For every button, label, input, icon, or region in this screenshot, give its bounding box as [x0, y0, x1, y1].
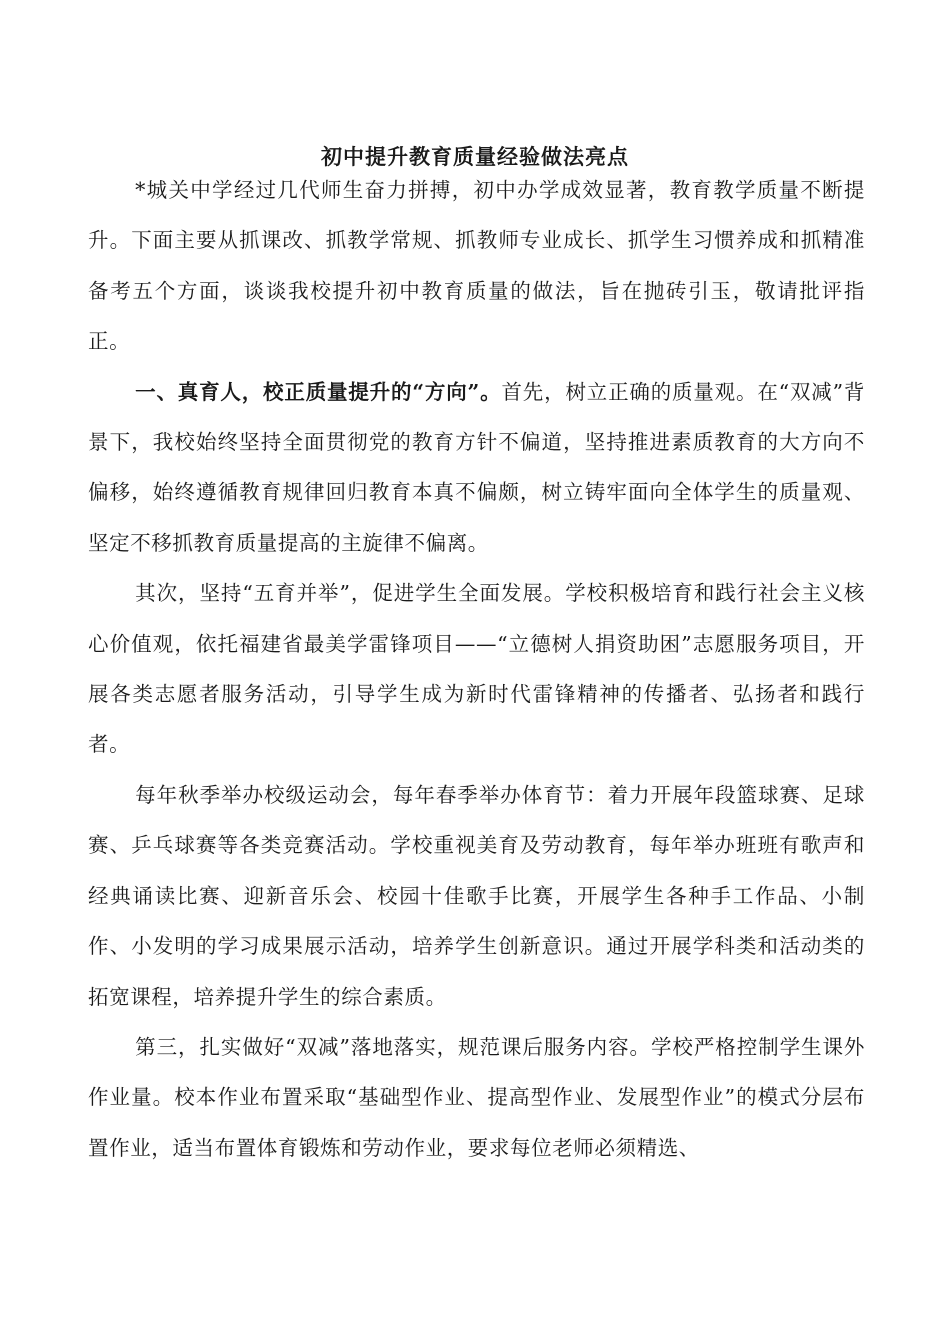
paragraph-third-point-text: 第三，扎实做好“双减”落地落实，规范课后服务内容。学校严格控制学生课外作业量。校本作业布置采取“基础型作业、提高型作业、发展型作业”的模式分层布置作业，适当布置体育锻炼和劳动作业，要求每位老师必须精选、 [88, 1034, 865, 1160]
section-one-text: 首先，树立正确的质量观。在“双减”背景下，我校始终坚持全面贯彻党的教育方针不偏道，坚持推进素质教育的大方向不偏移，始终遵循教育规律回归教育本真不偏颇，树立铸牢面向全体学生的质量观、坚定不移抓教育质量提高的主旋律不偏离。 [88, 379, 865, 555]
section-one-heading: 一、真育人，校正质量提升的“方向”。 [135, 379, 502, 404]
paragraph-second-point [88, 568, 865, 770]
paragraph-third-point [88, 1022, 865, 1173]
paragraph-activities [88, 770, 865, 1022]
paragraph-intro [88, 165, 865, 367]
paragraph-activities-text: 每年秋季举办校级运动会，每年春季举办体育节：着力开展年段篮球赛、足球赛、乒乓球赛等各类竞赛活动。学校重视美育及劳动教育，每年举办班班有歌声和经典诵读比赛、迎新音乐会、校园十佳歌手比赛，开展学生各种手工作品、小制作、小发明的学习成果展示活动，培养学生创新意识。通过开展学科类和活动类的拓宽课程，培养提升学生的综合素质。 [88, 782, 865, 1009]
paragraph-intro-text: *城关中学经过几代师生奋力拼搏，初中办学成效显著，教育教学质量不断提升。下面主要从抓课改、抓教学常规、抓教师专业成长、抓学生习惯养成和抓精准备考五个方面，谈谈我校提升初中教育质量的做法，旨在抛砖引玉，敬请批评指正。 [88, 178, 865, 354]
paragraph-second-point-text: 其次，坚持“五育并举”，促进学生全面发展。学校积极培育和践行社会主义核心价值观，依托福建省最美学雷锋项目——“立德树人捐资助困”志愿服务项目，开展各类志愿者服务活动，引导学生成为新时代雷锋精神的传播者、弘扬者和践行者。 [88, 581, 865, 757]
document-title: 初中提升教育质量经验做法亮点 [321, 144, 629, 169]
document-body [88, 165, 865, 1173]
paragraph-section-one [88, 367, 865, 569]
